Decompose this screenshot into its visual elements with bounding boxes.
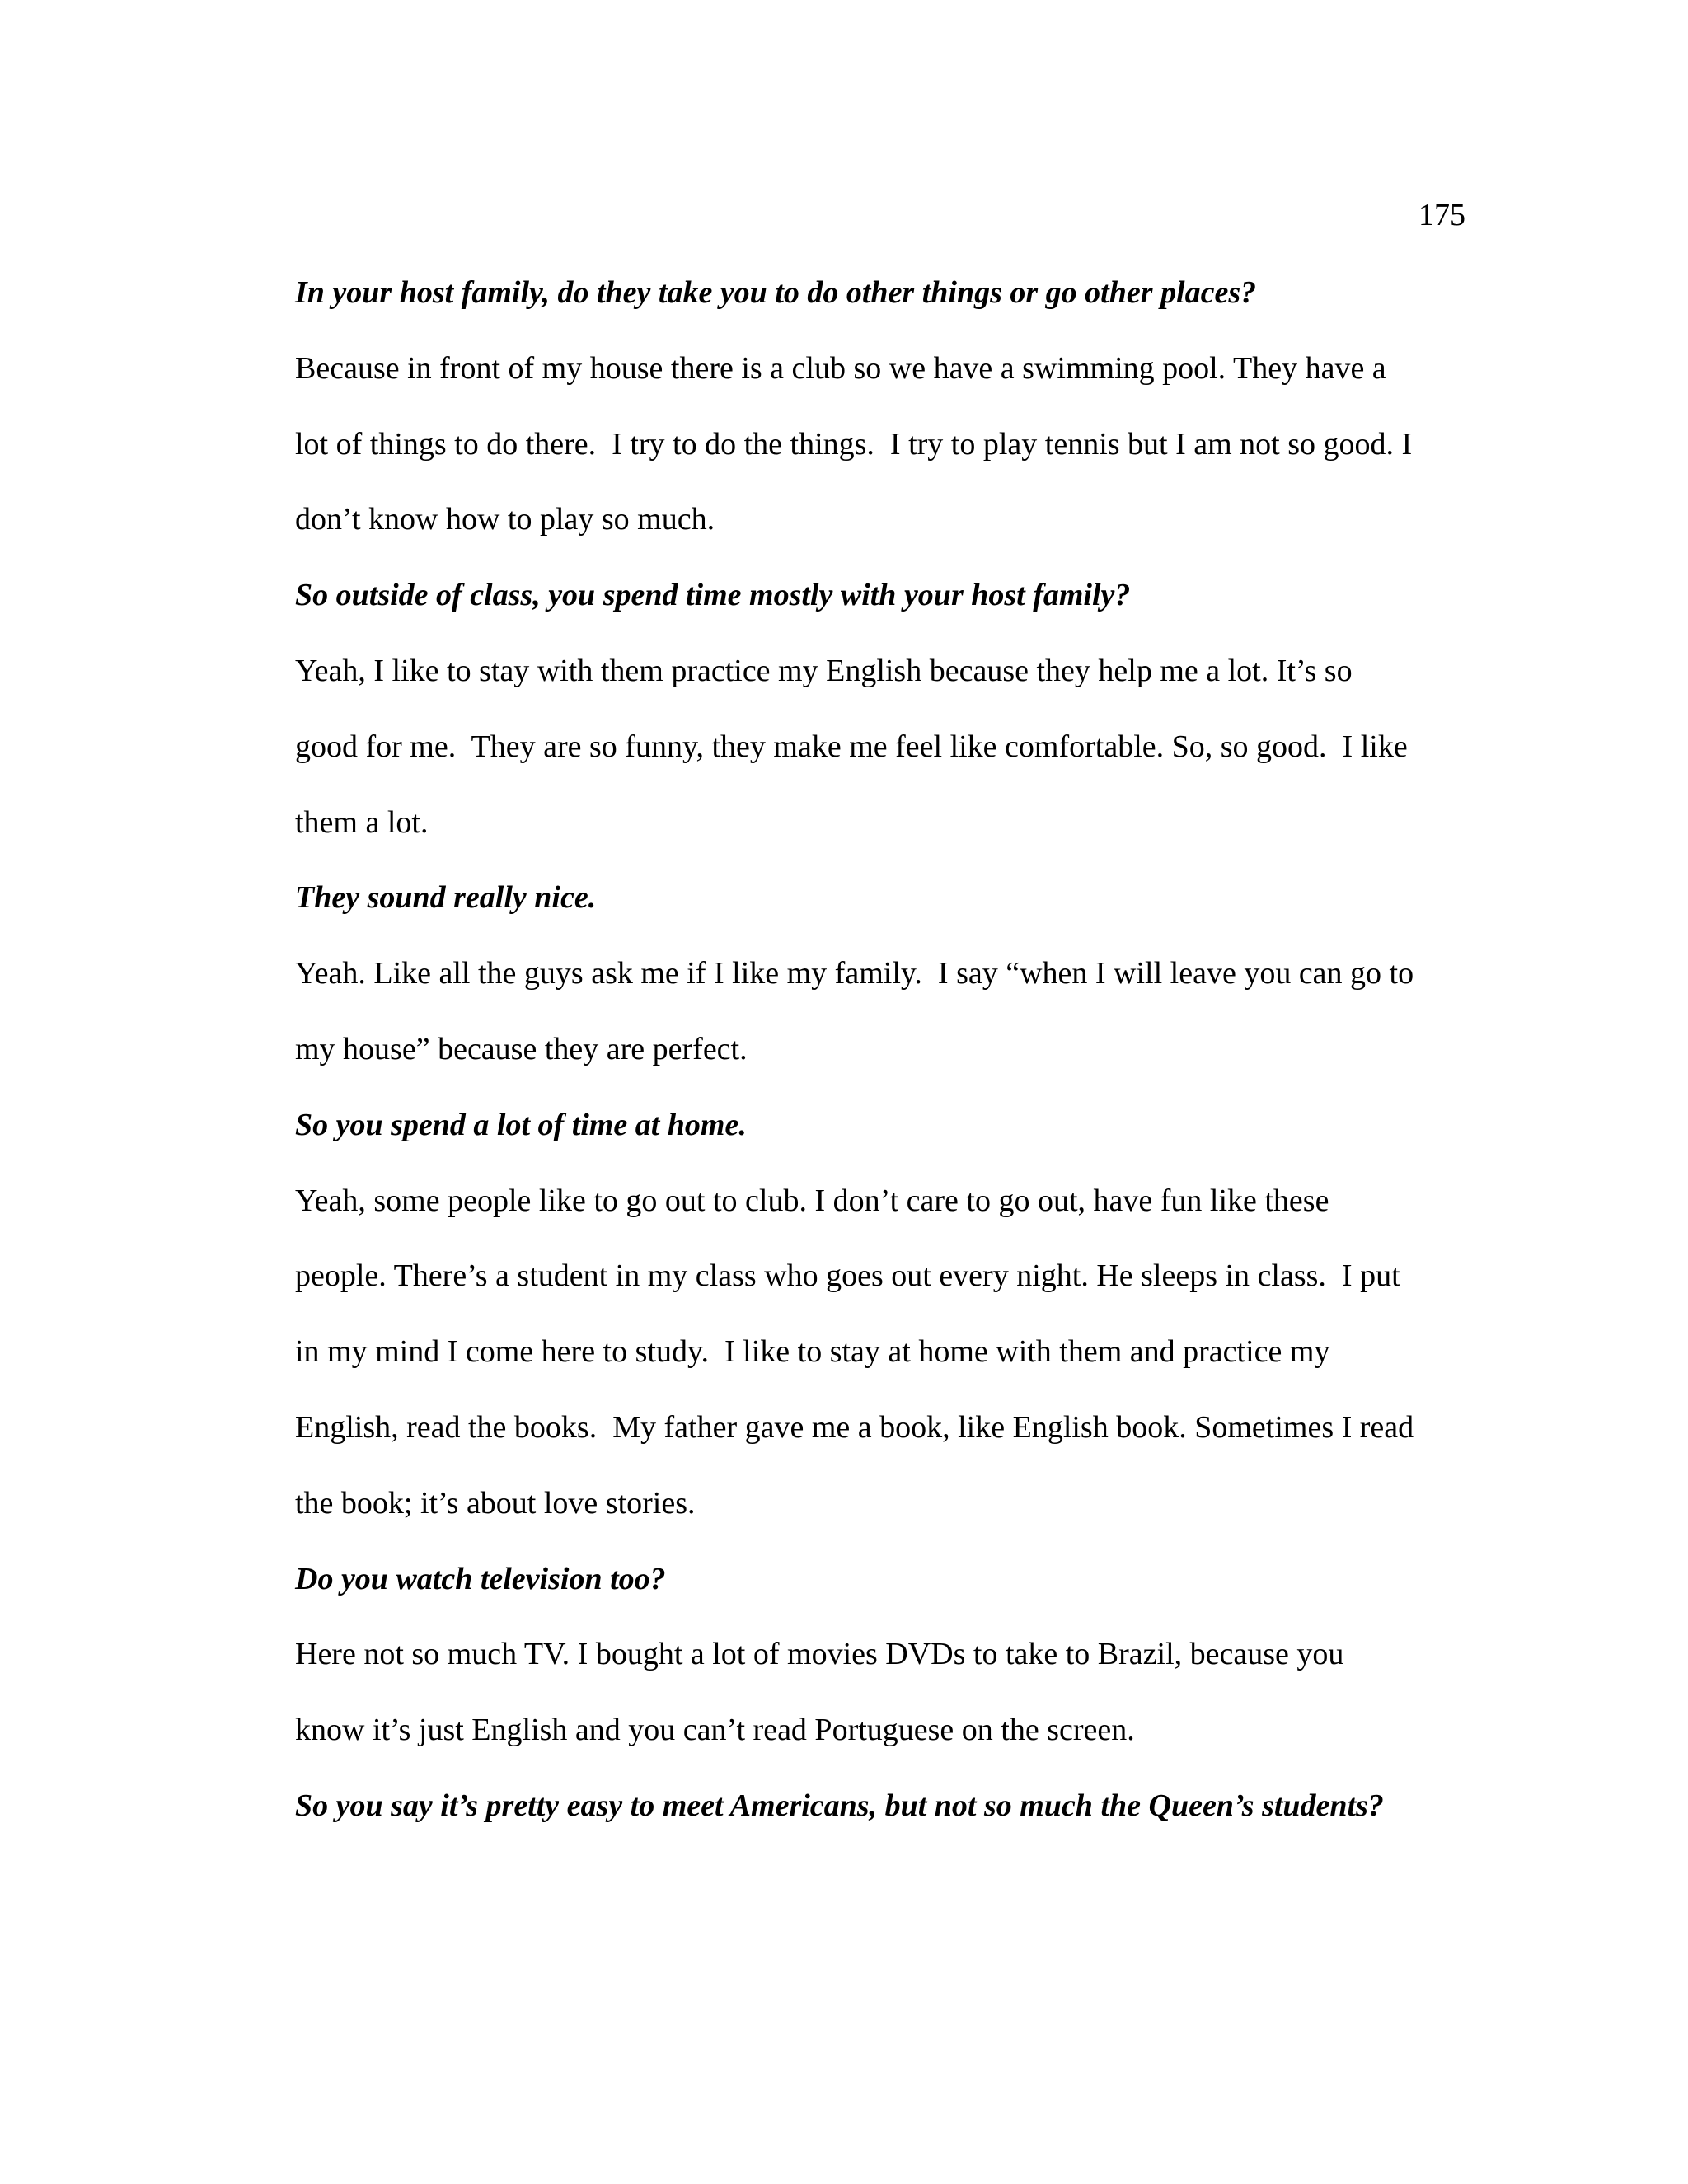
interview-question: So outside of class, you spend time mostly with your host family? (295, 578, 1131, 613)
interview-answer-line: in my mind I come here to study. I like to stay at home with them and practice my (295, 1334, 1330, 1370)
interview-answer-line: don’t know how to play so much. (295, 502, 715, 537)
interview-answer-line: Yeah, some people like to go out to club. I don’t care to go out, have fun like these (295, 1183, 1329, 1218)
interview-answer-line: lot of things to do there. I try to do the things. I try to play tennis but I am not so good. I (295, 426, 1413, 462)
interview-transcript (295, 255, 1474, 1844)
interview-question: So you say it’s pretty easy to meet Americans, but not so much the Queen’s students? (295, 1788, 1384, 1823)
interview-answer-line: Yeah, I like to stay with them practice my English because they help me a lot. It’s so (295, 653, 1353, 688)
interview-answer-line: English, read the books. My father gave me a book, like English book. Sometimes I read (295, 1409, 1414, 1445)
interview-question: They sound really nice. (295, 880, 597, 916)
interview-answer-line: my house” because they are perfect. (295, 1031, 748, 1066)
interview-answer-line: them a lot. (295, 804, 429, 840)
interview-answer-line: people. There’s a student in my class who goes out every night. He sleeps in class. I put (295, 1258, 1400, 1294)
interview-question: So you spend a lot of time at home. (295, 1107, 747, 1142)
interview-answer-line: Here not so much TV. I bought a lot of movies DVDs to take to Brazil, because you (295, 1637, 1344, 1672)
interview-answer-line: Yeah. Like all the guys ask me if I like my family. I say “when I will leave you can go to (295, 956, 1414, 991)
interview-question: In your host family, do they take you to do other things or go other places? (295, 275, 1257, 310)
page-number: 175 (1418, 198, 1465, 232)
interview-question: Do you watch television too? (295, 1561, 666, 1596)
interview-answer-line: good for me. They are so funny, they make me feel like comfortable. So, so good. I like (295, 729, 1408, 764)
interview-answer-line: the book; it’s about love stories. (295, 1485, 696, 1521)
interview-answer-line: Because in front of my house there is a club so we have a swimming pool. They have a (295, 350, 1386, 386)
interview-answer-line: know it’s just English and you can’t read Portuguese on the screen. (295, 1713, 1135, 1748)
